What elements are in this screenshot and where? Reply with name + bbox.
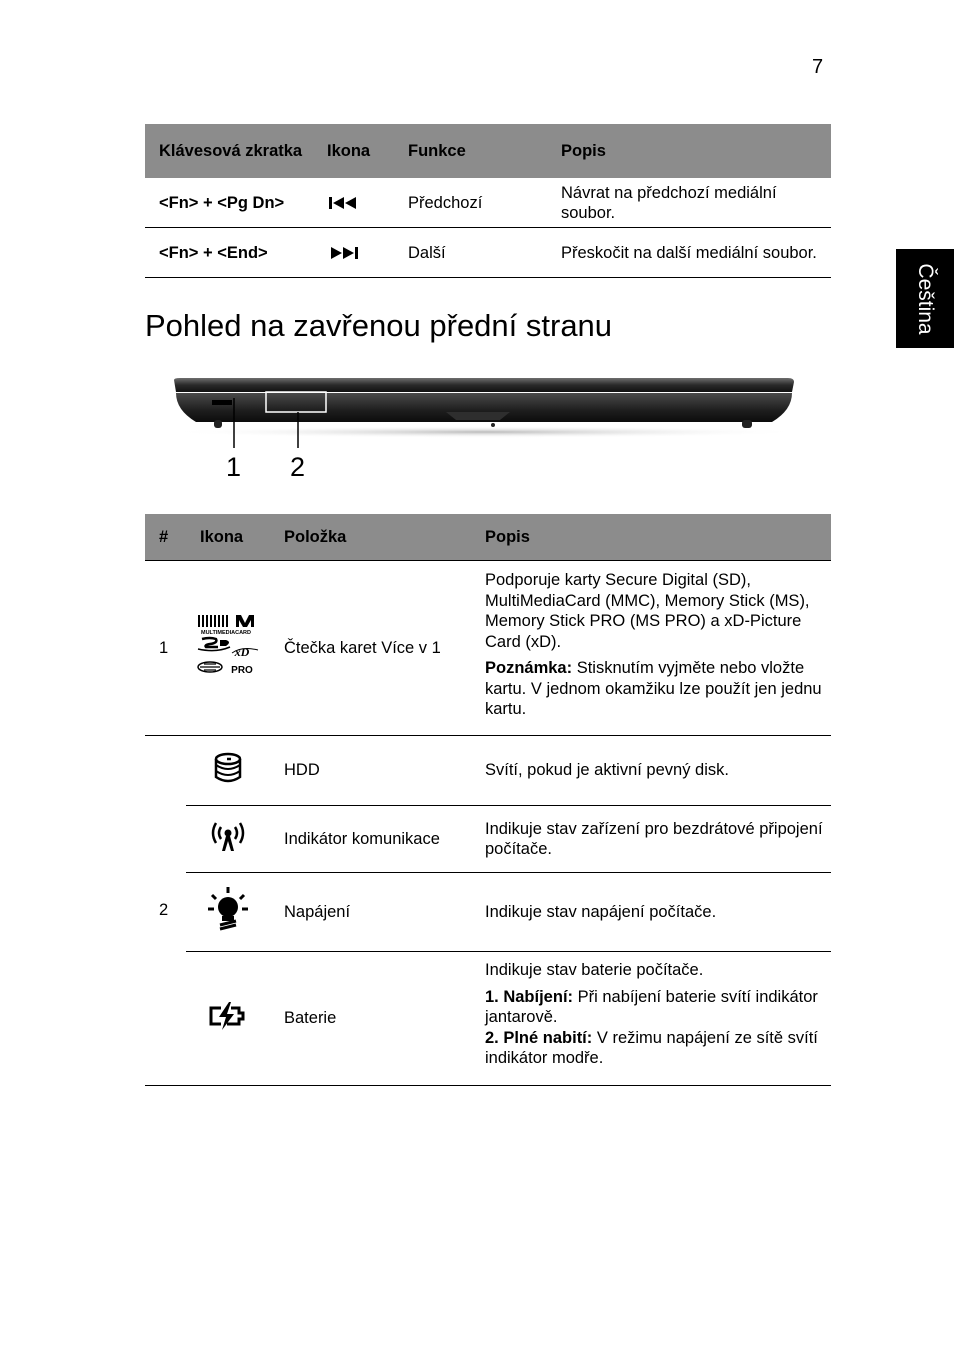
power-icon xyxy=(206,885,250,933)
next-track-icon xyxy=(327,245,367,261)
shortcut-icon-cell xyxy=(313,228,394,278)
header-description: Popis xyxy=(471,514,831,561)
header-icon: Ikona xyxy=(186,514,270,561)
language-tab xyxy=(896,249,954,348)
card-logo-pro: PRO xyxy=(231,665,253,677)
battery-icon xyxy=(207,1000,249,1032)
item-description-text: Indikuje stav baterie počítače. xyxy=(485,961,704,980)
shortcut-table-header xyxy=(145,124,831,178)
section-title: Pohled na zavřenou přední stranu xyxy=(145,308,613,343)
item-icon-cell xyxy=(186,873,270,952)
header-icon: Ikona xyxy=(313,124,394,178)
table-row xyxy=(145,873,831,952)
page-number: 7 xyxy=(812,56,824,78)
shortcut-icon-cell xyxy=(313,178,394,228)
table-row xyxy=(145,228,831,278)
previous-track-icon xyxy=(327,195,367,211)
battery-state-full xyxy=(485,1028,825,1069)
header-item: Položka xyxy=(270,514,471,561)
battery-state-full-text: V režimu napájení ze sítě svítí indikátor modře. xyxy=(485,1028,818,1068)
battery-state-charging xyxy=(485,987,825,1028)
figure-callout-1: 1 xyxy=(226,452,242,482)
card-reader-icon xyxy=(196,613,260,677)
item-name: Čtečka karet Více v 1 xyxy=(270,561,471,736)
figure-callout-2: 2 xyxy=(290,452,306,482)
card-logo-xd: xD xyxy=(234,645,250,660)
header-shortcut: Klávesová zkratka xyxy=(145,124,313,178)
item-description-text: Podporuje karty Secure Digital (SD), MultiMediaCard (MMC), Memory Stick (MS), Memory Stick PRO (MS PRO) a xD-Picture Card (xD). xyxy=(485,571,810,651)
item-number: 1 xyxy=(145,561,186,736)
shortcut-function: Další xyxy=(394,228,547,278)
language-tab-label: Čeština xyxy=(914,262,937,335)
item-icon-cell xyxy=(186,806,270,873)
hdd-icon xyxy=(212,751,244,785)
item-icon-cell xyxy=(186,736,270,806)
item-description xyxy=(471,561,831,736)
item-note-label: Poznámka: xyxy=(485,659,573,678)
item-icon-cell xyxy=(186,561,270,736)
item-name: Napájení xyxy=(270,873,471,952)
item-note-text: Stisknutím vyjměte nebo vložte kartu. V jednom okamžiku lze použít jen jednu kartu. xyxy=(485,659,822,719)
item-description: Svítí, pokud je aktivní pevný disk. xyxy=(471,736,831,806)
item-description: Indikuje stav zařízení pro bezdrátové připojení počítače. xyxy=(471,806,831,873)
battery-state-charging-text: Při nabíjení baterie svítí indikátor jantarově. xyxy=(485,987,818,1027)
shortcut-description: Návrat na předchozí mediální soubor. xyxy=(547,178,831,228)
table-row xyxy=(145,806,831,873)
laptop-front-view-illustration xyxy=(160,370,810,490)
shortcut-description: Přeskočit na další mediální soubor. xyxy=(547,228,831,278)
header-number: # xyxy=(145,514,186,561)
header-function: Funkce xyxy=(394,124,547,178)
shortcut-function: Předchozí xyxy=(394,178,547,228)
shortcut-key: <Fn> + <Pg Dn> xyxy=(145,178,313,228)
table-row xyxy=(145,952,831,1086)
item-note xyxy=(485,658,825,720)
item-description: Indikuje stav napájení počítače. xyxy=(471,873,831,952)
item-name: Baterie xyxy=(270,952,471,1086)
shortcut-key: <Fn> + <End> xyxy=(145,228,313,278)
battery-state-charging-label: 1. Nabíjení: xyxy=(485,987,574,1006)
item-description xyxy=(471,952,831,1086)
table-row xyxy=(145,736,831,806)
wireless-communication-icon xyxy=(208,819,248,853)
card-logo-mmc: MULTIMEDIACARD xyxy=(200,630,252,637)
table-row xyxy=(145,178,831,228)
header-description: Popis xyxy=(547,124,831,178)
item-name: Indikátor komunikace xyxy=(270,806,471,873)
table-row xyxy=(145,561,831,736)
item-name: HDD xyxy=(270,736,471,806)
shortcut-table xyxy=(145,124,831,278)
item-icon-cell xyxy=(186,952,270,1086)
item-number: 2 xyxy=(145,736,186,1086)
battery-state-full-label: 2. Plné nabití: xyxy=(485,1028,593,1047)
items-table xyxy=(145,514,831,1086)
items-table-header xyxy=(145,514,831,561)
